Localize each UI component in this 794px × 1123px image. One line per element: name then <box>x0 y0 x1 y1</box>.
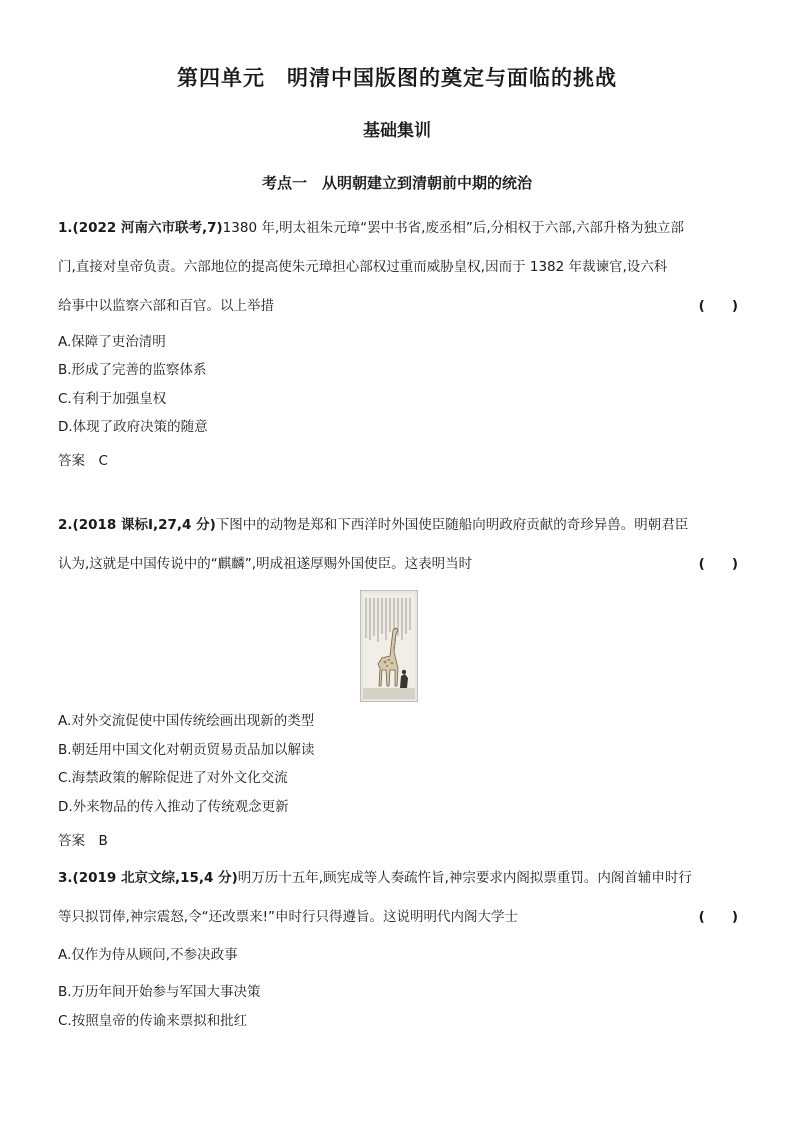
q1-answer-bracket: ( ) <box>698 298 738 314</box>
q3-line-2 <box>58 907 738 927</box>
q1-number: 1.(2022 河南六市联考,7) <box>58 220 223 236</box>
q1-text-3: 给事中以监察六部和百官。以上举措 <box>58 298 274 314</box>
q2-answer: 答案 B <box>58 833 108 849</box>
q3-answer-bracket: ( ) <box>698 909 738 925</box>
topic-heading: 考点一 从明朝建立到清朝前中期的统治 <box>261 174 532 192</box>
q2-option-a: A.对外交流促使中国传统绘画出现新的类型 <box>58 713 315 729</box>
q2-option-b: B.朝廷用中国文化对朝贡贸易贡品加以解读 <box>58 742 315 758</box>
q2-text-2: 认为,这就是中国传说中的“麒麟”,明成祖遂厚赐外国使臣。这表明当时 <box>58 556 473 572</box>
q3-line-1 <box>58 868 738 888</box>
section-subtitle: 基础集训 <box>363 121 431 141</box>
q2-option-c: C.海禁政策的解除促进了对外文化交流 <box>58 770 288 786</box>
giraffe-painting-image <box>360 590 418 702</box>
q1-line-3 <box>58 296 738 316</box>
q3-option-b: B.万历年间开始参与军国大事决策 <box>58 984 261 1000</box>
q2-line-1 <box>58 515 738 535</box>
unit-title: 第四单元 明清中国版图的奠定与面临的挑战 <box>177 66 617 90</box>
q1-option-d: D.体现了政府决策的随意 <box>58 419 208 435</box>
q3-option-a: A.仅作为侍从顾问,不参决政事 <box>58 947 238 963</box>
q1-line-2: 门,直接对皇帝负责。六部地位的提高使朱元璋担心部权过重而威胁皇权,因而于 1382 年裁谏官,设六科 <box>58 259 668 275</box>
q1-option-a: A.保障了吏治清明 <box>58 334 166 350</box>
q1-option-c: C.有利于加强皇权 <box>58 391 167 407</box>
q3-option-c: C.按照皇帝的传谕来票拟和批红 <box>58 1013 248 1029</box>
q2-number: 2.(2018 课标Ⅰ,27,4 分) <box>58 517 216 533</box>
q1-text-1: 1380 年,明太祖朱元璋“罢中书省,废丞相”后,分相权于六部,六部升格为独立部 <box>222 220 684 236</box>
q2-line-2 <box>58 554 738 574</box>
q3-text-2: 等只拟罚俸,神宗震怒,令“还改票来!”申时行只得遵旨。这说明明代内阁大学士 <box>58 909 518 925</box>
q1-option-b: B.形成了完善的监察体系 <box>58 362 207 378</box>
q3-number: 3.(2019 北京文综,15,4 分) <box>58 870 238 886</box>
q2-answer-bracket: ( ) <box>698 556 738 572</box>
q3-text-1: 明万历十五年,顾宪成等人奏疏忤旨,神宗要求内阁拟票重罚。内阁首辅申时行 <box>237 870 692 886</box>
q1-answer: 答案 C <box>58 453 108 469</box>
q1-line-1 <box>58 218 738 238</box>
q2-text-1: 下图中的动物是郑和下西洋时外国使臣随船向明政府贡献的奇珍异兽。明朝君臣 <box>215 517 689 533</box>
q2-option-d: D.外来物品的传入推动了传统观念更新 <box>58 799 289 815</box>
